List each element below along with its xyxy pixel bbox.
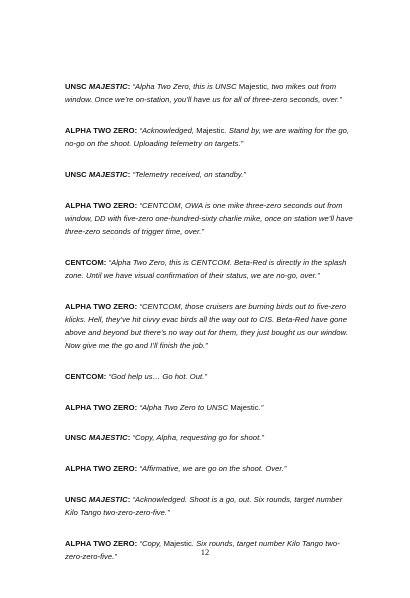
speaker-name (65, 82, 128, 91)
line-text: “Alpha Two Zero, this is CENTCOM. Beta-Red is directly in the splash zone. Until we have visual confirmation of their status, we are no-go, over.” (65, 257, 347, 280)
line-text: “CENTCOM, those cruisers are burning birds out to five-zero klicks. Hell, they’ve hit civvy evac birds all the way out to CIS. Beta-Red have gone above and beyond but there’s no way out for them, they just bought us our window. Now give me the go and I’ll finish the job.” (65, 301, 348, 351)
line-text-tail: , two mikes out from window. Once we’re on-station, you’ll have us for all of three-zero seconds, over.” (65, 82, 342, 105)
speaker-colon: : (134, 200, 140, 210)
speaker-colon: : (134, 463, 140, 473)
speaker-name (65, 403, 135, 412)
speaker-prefix: ALPHA TWO ZERO (65, 538, 135, 548)
speaker-name (65, 258, 104, 267)
dialogue-line (139, 403, 263, 412)
line-text-tail: . Six rounds, target number Kilo Tango two-zero-zero-five.” (65, 538, 340, 561)
speaker-colon: : (127, 494, 133, 504)
line-text: “God help us… Go hot. Out.” (108, 371, 207, 381)
dialogue-line (109, 372, 207, 381)
speaker-colon: : (127, 82, 133, 91)
speaker-colon: : (134, 301, 140, 311)
speaker-colon: : (134, 538, 140, 548)
dialogue-paragraph (65, 370, 355, 383)
line-text-tail: .” (258, 402, 264, 412)
speaker-name (65, 126, 135, 135)
speaker-prefix: CENTCOM (65, 257, 104, 267)
speaker-prefix: UNSC (65, 494, 89, 504)
dialogue-paragraph (65, 80, 355, 106)
speaker-prefix: UNSC (65, 82, 89, 91)
speaker-name (65, 201, 135, 210)
speaker-name (65, 495, 128, 504)
line-text: “Copy, Alpha, requesting go for shoot.” (132, 433, 264, 443)
speaker-prefix: ALPHA TWO ZERO (65, 301, 135, 311)
dialogue-paragraph (65, 300, 355, 353)
speaker-colon: : (134, 402, 140, 412)
dialogue-line (132, 170, 246, 179)
dialogue-paragraph (65, 199, 355, 239)
line-text: “Alpha Two Zero to UNSC (139, 402, 231, 412)
speaker-prefix: UNSC (65, 433, 89, 443)
speaker-name (65, 170, 128, 179)
dialogue-paragraph (65, 431, 355, 444)
dialogue-paragraph (65, 493, 355, 519)
speaker-name (65, 433, 128, 442)
speaker-colon: : (103, 371, 109, 381)
speaker-ship: MAJESTIC (88, 494, 128, 504)
line-text: “CENTCOM, OWA is one mike three-zero seconds out from window, DD with five-zero one-hundred-sixty charlie mike, once on station we’ll have three-zero seconds of trigger time, over.” (65, 200, 353, 236)
speaker-ship: MAJESTIC (88, 169, 128, 179)
dialogue-paragraph (65, 401, 355, 414)
speaker-prefix: ALPHA TWO ZERO (65, 200, 135, 210)
line-text: “Affirmative, we are go on the shoot. Over.” (139, 463, 287, 473)
speaker-name (65, 302, 135, 311)
speaker-colon: : (127, 433, 133, 443)
dialogue-paragraph (65, 462, 355, 475)
line-ship-name: Majestic (238, 82, 268, 91)
speaker-name (65, 464, 135, 473)
speaker-ship: MAJESTIC (88, 82, 128, 91)
speaker-colon: : (127, 169, 133, 179)
speaker-prefix: ALPHA TWO ZERO (65, 402, 135, 412)
dialogue-paragraph (65, 124, 355, 150)
document-page (65, 80, 355, 580)
speaker-colon: : (134, 125, 140, 135)
line-text: “Copy, (139, 538, 164, 548)
dialogue-line (139, 464, 286, 473)
line-ship-name: Majestic (230, 402, 259, 412)
dialogue-paragraph (65, 168, 355, 181)
dialogue-paragraph (65, 256, 355, 282)
speaker-prefix: ALPHA TWO ZERO (65, 125, 135, 135)
speaker-prefix: UNSC (65, 169, 89, 179)
speaker-name (65, 372, 104, 381)
line-text: “Acknowledged. Shoot is a go, out. Six rounds, target number Kilo Tango two-zero-zero-five.” (65, 494, 343, 517)
speaker-prefix: ALPHA TWO ZERO (65, 463, 135, 473)
line-ship-name: Majestic (196, 125, 225, 135)
line-text: “Acknowledged, (139, 125, 197, 135)
dialogue-line (132, 433, 264, 442)
line-ship-name: Majestic (163, 538, 192, 548)
speaker-ship: MAJESTIC (88, 433, 128, 443)
speaker-prefix: CENTCOM (65, 371, 104, 381)
speaker-colon: : (103, 257, 109, 267)
line-text-tail: . Stand by, we are waiting for the go, no-go on the shoot. Uploading telemetry on targets.” (65, 125, 350, 149)
line-text: “Telemetry received, on standby.” (132, 169, 246, 179)
line-text: “Alpha Two Zero, this is UNSC (132, 82, 239, 91)
page-number: 12 (200, 547, 210, 557)
